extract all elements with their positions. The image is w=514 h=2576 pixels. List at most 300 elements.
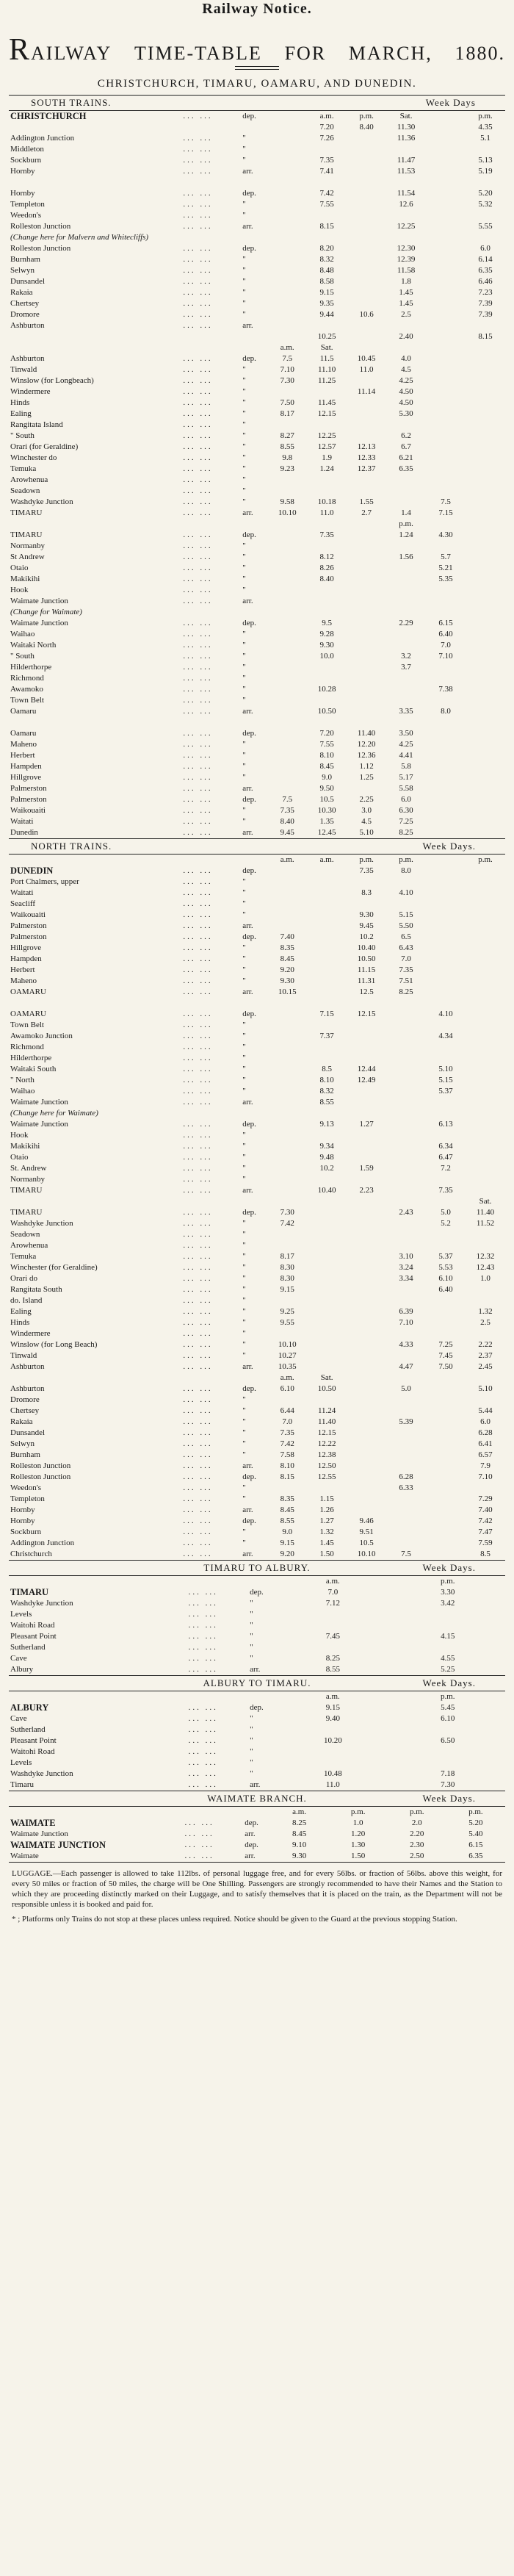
station-name: Templeton (10, 1494, 45, 1503)
train-time (466, 976, 505, 987)
train-time (347, 199, 386, 210)
train-time: 8.15 (478, 332, 493, 341)
arr-dep-label (241, 717, 267, 728)
timetable-row (9, 464, 505, 475)
train-time: 1.9 (322, 453, 333, 462)
timetable-row (9, 1807, 505, 1818)
arr-dep-label (241, 342, 267, 353)
train-time (466, 453, 505, 464)
leader-dots: ... ... (183, 1142, 213, 1151)
leader-dots: ... ... (183, 954, 213, 963)
train-time (307, 210, 347, 221)
train-time (347, 1494, 386, 1505)
leader-dots: ... ... (183, 1395, 213, 1404)
timetable-row (9, 1724, 505, 1735)
train-time (386, 629, 426, 640)
train-time (267, 563, 307, 574)
timetable-row (9, 1406, 505, 1417)
timetable-row (9, 827, 505, 838)
train-time (426, 1053, 466, 1064)
station-name: do. Island (10, 1296, 43, 1305)
train-time: 6.13 (438, 1120, 453, 1129)
timetable-row (9, 1306, 505, 1317)
albury-timaru-table (9, 1691, 505, 1791)
train-time (267, 899, 307, 910)
train-time (267, 541, 307, 552)
arr-dep-label: " (242, 1230, 246, 1239)
train-time: 5.1 (480, 134, 491, 143)
title-divider (235, 66, 279, 70)
train-time (426, 794, 466, 805)
train-time (307, 1240, 347, 1251)
timaru-albury-table (9, 1576, 505, 1675)
train-time (307, 519, 347, 530)
train-time (426, 662, 466, 673)
train-time (307, 866, 347, 877)
station-name (9, 331, 181, 342)
train-time (267, 1119, 307, 1130)
train-time (466, 508, 505, 519)
train-time (426, 1306, 466, 1317)
train-time (426, 155, 466, 166)
station-name: Waimate Junction (10, 1120, 68, 1129)
train-time (426, 1439, 466, 1450)
train-time (386, 1185, 426, 1196)
train-time: 9.15 (319, 288, 334, 297)
timetable-row (9, 475, 505, 486)
timetable-row (9, 921, 505, 932)
arr-dep-label (241, 1372, 267, 1384)
station-name: Normanby (10, 1175, 46, 1184)
timetable-row (9, 706, 505, 717)
arr-dep-label: " (242, 431, 246, 440)
train-time: 12.13 (357, 442, 376, 451)
train-time: 11.10 (317, 365, 336, 374)
timetable-row (9, 585, 505, 596)
arr-dep-label: dep. (250, 1588, 264, 1597)
leader-dots: ... ... (183, 597, 213, 605)
leader-dots: ... ... (183, 1285, 213, 1294)
arr-dep-label: arr. (242, 1098, 253, 1107)
train-time (267, 1196, 307, 1207)
train-time (347, 1472, 386, 1483)
train-time: 8.55 (280, 442, 294, 451)
arr-dep-label: " (242, 266, 246, 275)
station-name: Hampden (10, 954, 42, 963)
station-name: Rangitata Island (10, 420, 63, 429)
train-time (347, 1207, 386, 1218)
section-days: Week Days. (422, 1677, 476, 1688)
train-time (347, 177, 386, 188)
station-name: Orari do (10, 1274, 37, 1283)
train-time (267, 1229, 307, 1240)
leader-dots: ... ... (188, 1643, 218, 1652)
train-time (466, 144, 505, 155)
leader-dots: ... ... (183, 134, 213, 143)
train-time (267, 1053, 307, 1064)
train-time (267, 111, 307, 122)
timetable-row (9, 453, 505, 464)
train-time (426, 375, 466, 386)
arr-dep-label: " (242, 145, 246, 154)
train-time (267, 243, 307, 254)
train-time: 7.37 (319, 1032, 334, 1040)
train-time: 4.35 (478, 123, 493, 132)
timetable-row (9, 1472, 505, 1483)
train-time: 12.22 (317, 1439, 336, 1448)
train-time (307, 1229, 347, 1240)
train-time (426, 1328, 466, 1339)
train-time: 5.20 (478, 189, 493, 198)
train-time (386, 1053, 426, 1064)
train-time: 10.20 (323, 1736, 342, 1745)
train-time (275, 1757, 390, 1769)
timetable-row (9, 596, 505, 607)
leader-dots: ... ... (183, 1505, 213, 1514)
train-time (386, 899, 426, 910)
train-time: 5.35 (438, 575, 453, 583)
train-time (347, 899, 386, 910)
timetable-row (9, 1631, 505, 1642)
train-time: 8.25 (399, 828, 413, 837)
train-time: 7.58 (280, 1450, 294, 1459)
station-name: Dunsandel (10, 1428, 46, 1437)
arr-dep-label: " (242, 387, 246, 396)
train-time (267, 1295, 307, 1306)
leader-dots: ... ... (188, 1632, 218, 1641)
arr-dep-label: " (242, 630, 246, 638)
leader-dots (181, 998, 241, 1009)
train-time (426, 475, 466, 486)
train-time: 11.45 (317, 398, 336, 407)
train-time: 3.34 (399, 1274, 413, 1283)
train-time (466, 397, 505, 409)
train-time (386, 877, 426, 888)
leader-dots: ... ... (183, 630, 213, 638)
train-time: 1.24 (399, 530, 413, 539)
train-time (386, 1119, 426, 1130)
leader-dots: ... ... (183, 1208, 213, 1217)
timetable-row (9, 1064, 505, 1075)
arr-dep-label: " (250, 1725, 253, 1734)
arr-dep-label: " (242, 453, 246, 462)
station-name (9, 998, 181, 1009)
arr-dep-label (241, 331, 267, 342)
leader-dots: ... ... (183, 932, 213, 941)
timetable-row (9, 442, 505, 453)
station-name: Hampden (10, 762, 42, 771)
arr-dep-label: " (242, 1285, 246, 1294)
train-time (386, 1152, 426, 1163)
train-time: 4.47 (399, 1362, 413, 1371)
station-name: Winslow (for Long Beach) (10, 1340, 98, 1349)
train-time: 12.33 (357, 453, 376, 462)
train-time (466, 1053, 505, 1064)
train-time (466, 431, 505, 442)
train-time (426, 210, 466, 221)
train-time (466, 420, 505, 431)
timetable-row (9, 1097, 505, 1108)
train-time (347, 695, 386, 706)
leader-dots: ... ... (183, 1175, 213, 1184)
leader-dots: ... ... (188, 1654, 218, 1663)
train-time (275, 1609, 390, 1620)
train-time: 11.30 (397, 123, 416, 132)
train-time (347, 1350, 386, 1361)
timetable-row (9, 1317, 505, 1328)
train-time (267, 210, 307, 221)
train-time: p.m. (359, 112, 374, 120)
timetable-row (9, 1417, 505, 1428)
timetable-row (9, 1086, 505, 1097)
timetable-row (9, 1538, 505, 1549)
train-time (347, 276, 386, 287)
route-line: CHRISTCHURCH, TIMARU, OAMARU, AND DUNEDIN. (97, 78, 417, 90)
train-time (386, 1141, 426, 1152)
train-time: 12.25 (397, 222, 416, 231)
train-time: 5.55 (478, 222, 493, 231)
station-name: Rolleston Junction (10, 1472, 71, 1481)
train-time: 7.51 (399, 976, 413, 985)
train-time: 7.35 (280, 806, 294, 815)
timetable-row (9, 1829, 505, 1840)
train-time (267, 1152, 307, 1163)
leader-dots: ... ... (183, 663, 213, 672)
leader-dots: ... ... (183, 1362, 213, 1371)
station-name: Winslow (for Longbeach) (10, 376, 94, 385)
train-time: 2.37 (478, 1351, 493, 1360)
train-time: 8.35 (280, 1494, 294, 1503)
train-time: 12.15 (357, 1010, 376, 1018)
leader-dots: ... ... (184, 1818, 214, 1827)
train-time (267, 761, 307, 772)
leader-dots: ... ... (183, 486, 213, 495)
leader-dots (181, 342, 241, 353)
train-time: 6.15 (438, 619, 453, 627)
train-time (347, 1251, 386, 1262)
train-time: 9.35 (319, 299, 334, 308)
leader-dots (181, 177, 241, 188)
leader-dots: ... ... (183, 773, 213, 782)
timetable-row (9, 1251, 505, 1262)
train-time: 11.36 (397, 134, 416, 143)
train-time (267, 530, 307, 541)
station-name: Orari (for Geraldine) (10, 442, 79, 451)
train-time (426, 910, 466, 921)
train-time (391, 1724, 505, 1735)
arr-dep-label (241, 1196, 267, 1207)
train-time (426, 998, 466, 1009)
train-time: 7.0 (327, 1588, 339, 1597)
train-time: 8.40 (319, 575, 334, 583)
train-time (267, 1240, 307, 1251)
title-word-1: RAILWAY (9, 33, 112, 67)
train-time (426, 265, 466, 276)
train-time (391, 1620, 505, 1631)
train-time: 3.42 (441, 1599, 455, 1608)
timetable-row (9, 761, 505, 772)
train-time: 2.5 (480, 1318, 491, 1327)
leader-dots: ... ... (183, 508, 213, 517)
train-time: 12.15 (317, 1428, 336, 1437)
leader-dots: ... ... (183, 222, 213, 231)
train-time: 10.27 (278, 1351, 297, 1360)
train-time: 7.0 (441, 641, 451, 650)
arr-dep-label: " (242, 409, 246, 418)
leader-dots: ... ... (183, 1186, 213, 1195)
station-name: St Andrew (10, 553, 45, 561)
timetable-row (9, 1328, 505, 1339)
station-name: (Change here for Waimate) (10, 1109, 98, 1118)
train-time (347, 188, 386, 199)
leader-dots: ... ... (183, 1098, 213, 1107)
train-time (347, 1240, 386, 1251)
train-time (307, 475, 347, 486)
train-time (307, 607, 347, 618)
train-time (347, 541, 386, 552)
leader-dots: ... ... (183, 431, 213, 440)
station-name: Rakaia (10, 288, 33, 297)
train-time: 7.42 (478, 1517, 493, 1525)
timetable-row (9, 1780, 505, 1791)
leader-dots: ... ... (183, 806, 213, 815)
train-time: 7.25 (399, 817, 413, 826)
station-name (9, 1691, 187, 1702)
station-name: Seacliff (10, 899, 36, 908)
train-time (347, 629, 386, 640)
train-time (347, 1152, 386, 1163)
train-time: 8.12 (319, 553, 334, 561)
train-time (426, 877, 466, 888)
station-name: (Change for Waimate) (10, 608, 82, 616)
luggage-notice: LUGGAGE.—Each passenger is allowed to take 112lbs. of personal luggage free, and for every 56lbs. or fraction of 56lbs. above this weight, for every 50 miles or fraction of 50 miles, the charge will be One Shilling. Passengers are strongly recommended to have their Names and the Station to which they are proceeding distinctly marked on their Luggage, and to satisfy themselves that it is placed on the train, as the Department will not be responsible unless it is booked and paid for. (12, 1869, 502, 1909)
train-time (426, 453, 466, 464)
station-name: Waitaki North (10, 641, 57, 650)
train-time (466, 717, 505, 728)
station-name: OAMARU (10, 1010, 46, 1018)
train-time (347, 155, 386, 166)
train-time (386, 1031, 426, 1042)
train-time: 1.45 (399, 299, 413, 308)
train-time: 6.50 (441, 1736, 455, 1745)
train-time (347, 1218, 386, 1229)
train-time (386, 144, 426, 155)
train-time: 3.30 (441, 1588, 455, 1597)
train-time (386, 1284, 426, 1295)
train-time: 1.59 (359, 1164, 374, 1173)
train-time: 5.21 (438, 564, 453, 572)
leader-dots: ... ... (183, 1076, 213, 1084)
leader-dots: ... ... (188, 1758, 218, 1767)
train-time: 7.39 (478, 299, 493, 308)
station-name: Ashburton (10, 1384, 45, 1393)
train-time (466, 1295, 505, 1306)
train-time (267, 1141, 307, 1152)
arr-dep-label: " (242, 1219, 246, 1228)
station-name: Albury (10, 1665, 34, 1674)
train-time: 5.50 (399, 921, 413, 930)
arr-dep-label: " (242, 1131, 246, 1140)
leader-dots: ... ... (184, 1830, 214, 1838)
train-time (386, 420, 426, 431)
train-time (466, 475, 505, 486)
train-time (386, 1163, 426, 1174)
train-time (426, 1494, 466, 1505)
train-time: 6.40 (438, 1285, 453, 1294)
arr-dep-label (241, 232, 267, 243)
arr-dep-label: dep. (250, 1703, 264, 1712)
leader-dots: ... ... (188, 1703, 218, 1712)
train-time: 8.0 (401, 866, 411, 875)
station-name: Weedon's (10, 1483, 42, 1492)
train-time: 7.40 (478, 1505, 493, 1514)
train-time: 4.41 (399, 751, 413, 760)
section-rule (9, 1862, 505, 1863)
arr-dep-label: " (242, 376, 246, 385)
leader-dots: ... ... (188, 1665, 218, 1674)
train-time (426, 987, 466, 998)
train-time: 7.40 (280, 932, 294, 941)
train-time: 6.5 (401, 932, 411, 941)
arr-dep-label: " (242, 1395, 246, 1404)
station-name: Oamaru (10, 729, 37, 738)
train-time (267, 1174, 307, 1185)
train-time: Sat. (479, 1197, 492, 1206)
arr-dep-label: " (242, 641, 246, 650)
timetable-row (9, 1350, 505, 1361)
train-time (347, 475, 386, 486)
train-time (347, 1395, 386, 1406)
station-name: " North (10, 1076, 35, 1084)
timetable-row (9, 1549, 505, 1560)
train-time (466, 497, 505, 508)
train-time: 12.57 (317, 442, 336, 451)
train-time (307, 888, 347, 899)
train-time: 8.45 (280, 954, 294, 963)
station-name: Hilderthorpe (10, 1054, 52, 1062)
train-time (267, 910, 307, 921)
timetable-row (9, 1075, 505, 1086)
train-time: 8.40 (359, 123, 374, 132)
train-time: 4.25 (399, 740, 413, 749)
timetable-row (9, 618, 505, 629)
arr-dep-label: " (242, 806, 246, 815)
timetable-row (9, 1053, 505, 1064)
train-time (466, 965, 505, 976)
train-time (267, 254, 307, 265)
leader-dots (181, 1196, 241, 1207)
train-time: Sat. (320, 1373, 333, 1382)
train-time: 1.0 (352, 1818, 363, 1827)
leader-dots: ... ... (183, 1318, 213, 1327)
train-time (267, 552, 307, 563)
train-time (426, 232, 466, 243)
train-time (426, 298, 466, 309)
train-time (347, 1097, 386, 1108)
arr-dep-label: " (242, 976, 246, 985)
station-name: Hilderthorpe (10, 663, 52, 672)
train-time (307, 932, 347, 943)
south-trains-table (9, 111, 505, 838)
leader-dots: ... ... (183, 1252, 213, 1261)
train-time (307, 1196, 347, 1207)
train-time (267, 607, 307, 618)
timetable-row (9, 1735, 505, 1746)
arr-dep-label: " (242, 310, 246, 319)
timetable-row (9, 1609, 505, 1620)
train-time (267, 629, 307, 640)
train-time (347, 1461, 386, 1472)
